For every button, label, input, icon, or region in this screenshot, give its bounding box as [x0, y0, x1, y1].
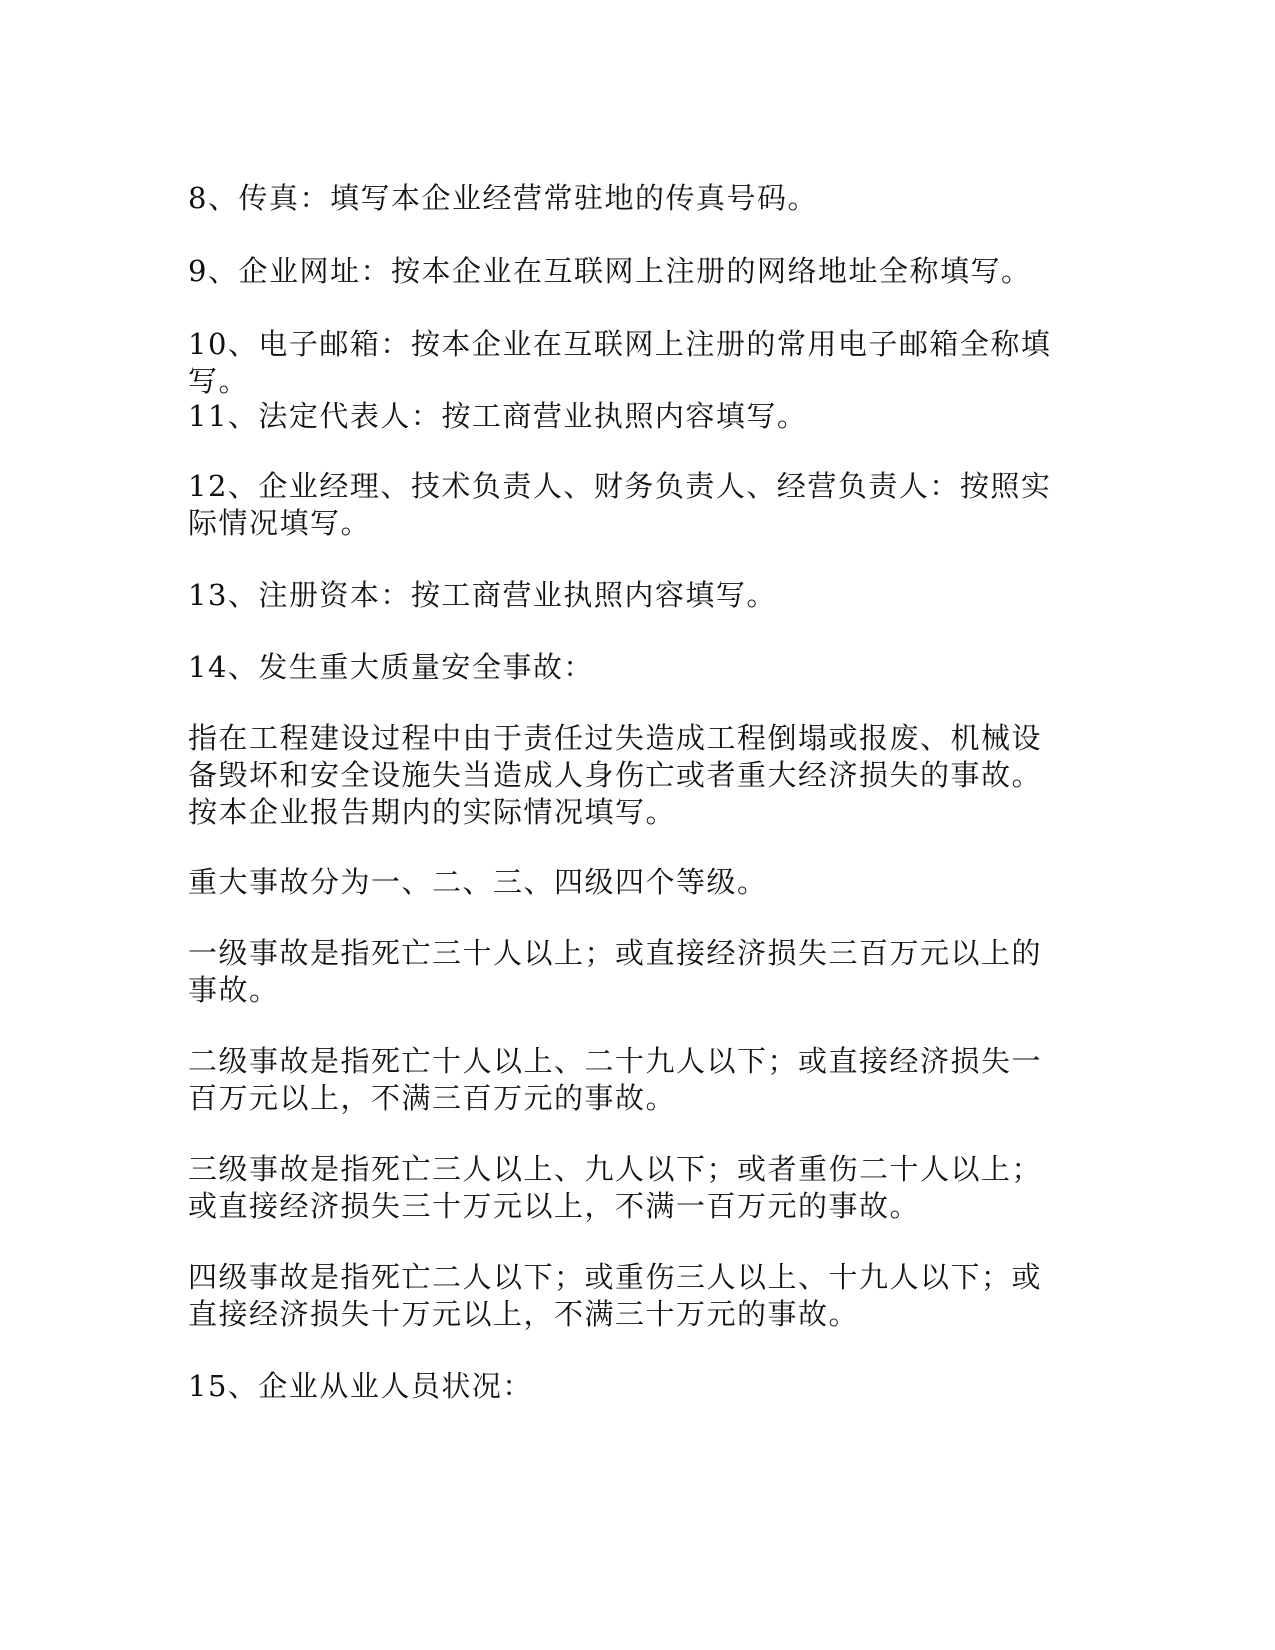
paragraph-fax: 8、传真：填写本企业经营常驻地的传真号码。: [188, 181, 818, 215]
paragraph-website: 9、企业网址：按本企业在互联网上注册的网络地址全称填写。: [188, 254, 1032, 288]
paragraph-level-one: 一级事故是指死亡三十人以上；或直接经济损失三百万元以上的事故。: [188, 936, 1043, 1007]
paragraph-managers: 12、企业经理、技术负责人、财务负责人、经营负责人：按照实际情况填写。: [188, 469, 1052, 540]
paragraph-level-two: 二级事故是指死亡十人以上、二十九人以下；或直接经济损失一百万元以上，不满三百万元的事故。: [188, 1044, 1043, 1115]
paragraph-level-three: 三级事故是指死亡三人以上、九人以下；或者重伤二十人以上；或直接经济损失三十万元以上，不满一百万元的事故。: [188, 1152, 1043, 1223]
paragraph-legal-representative: 11、法定代表人：按工商营业执照内容填写。: [188, 399, 808, 433]
paragraph-major-accident-heading: 14、发生重大质量安全事故：: [188, 650, 594, 684]
paragraph-major-accident-definition: 指在工程建设过程中由于责任过失造成工程倒塌或报废、机械设备毁坏和安全设施失当造成人身伤亡或者重大经济损失的事故。按本企业报告期内的实际情况填写。: [188, 721, 1043, 829]
paragraph-staff-status: 15、企业从业人员状况：: [188, 1369, 533, 1403]
paragraph-email: 10、电子邮箱：按本企业在互联网上注册的常用电子邮箱全称填写。: [188, 327, 1052, 398]
paragraph-accident-levels: 重大事故分为一、二、三、四级四个等级。: [188, 865, 768, 899]
paragraph-level-four: 四级事故是指死亡二人以下；或重伤三人以上、十九人以下；或直接经济损失十万元以上，不满三十万元的事故。: [188, 1260, 1043, 1331]
paragraph-registered-capital: 13、注册资本：按工商营业执照内容填写。: [188, 578, 777, 612]
